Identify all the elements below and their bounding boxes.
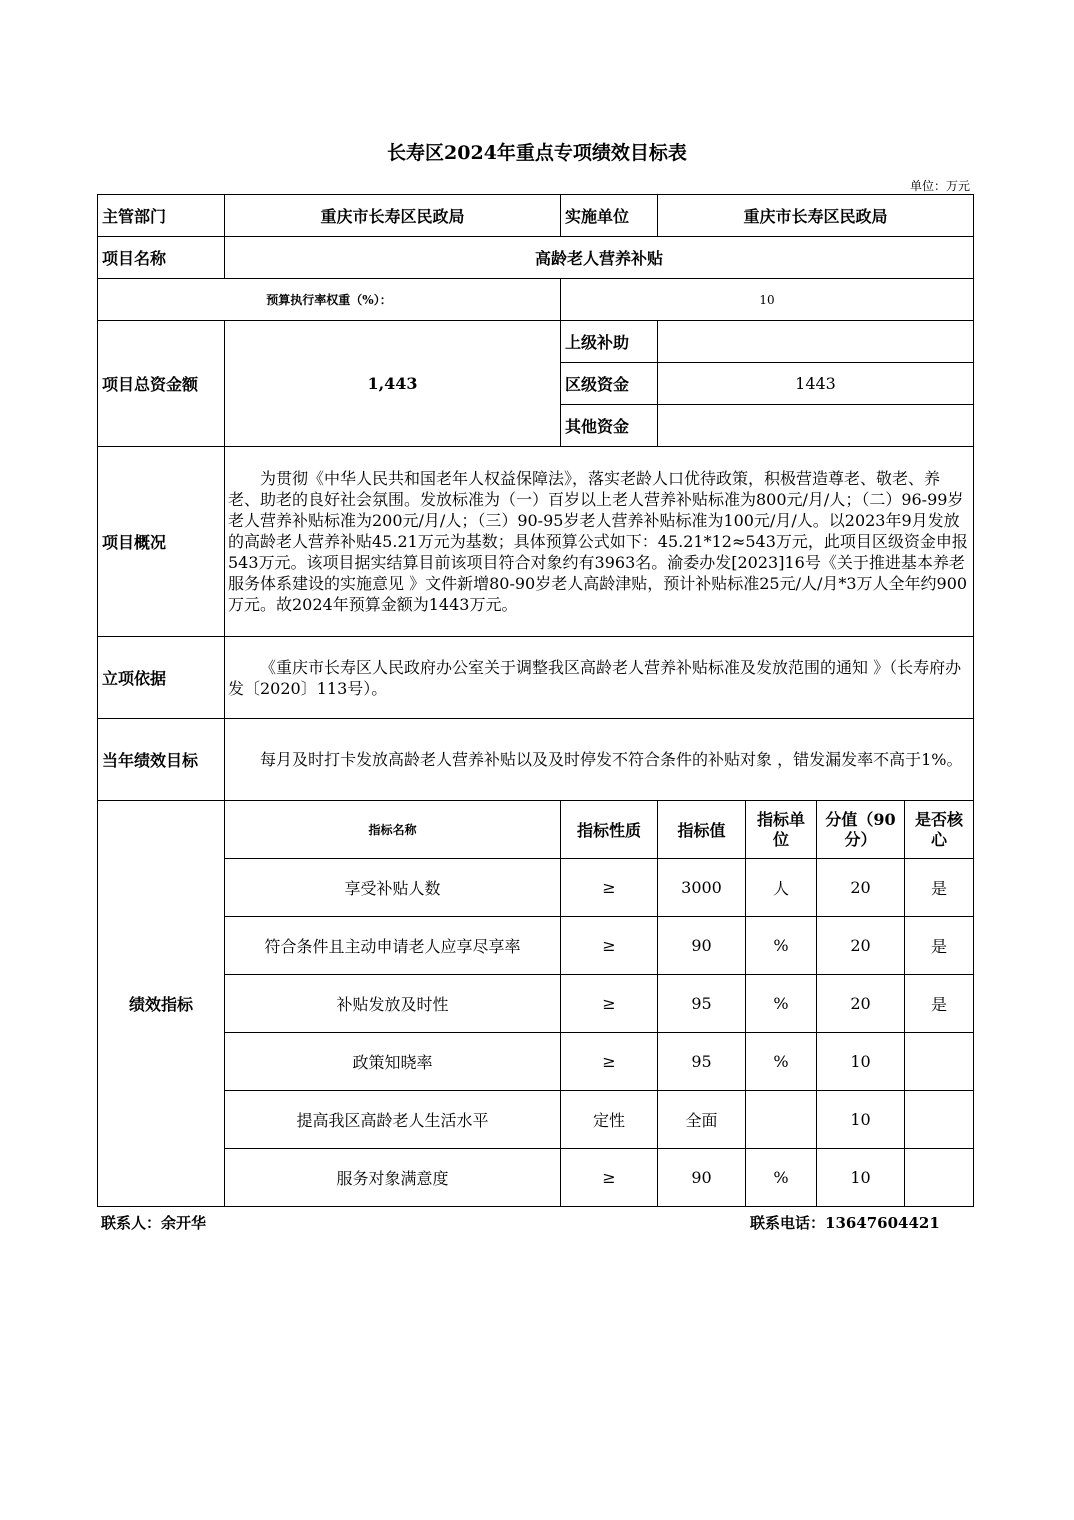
- indicator-name: 补贴发放及时性: [225, 975, 561, 1033]
- indicator-value: 90: [658, 1149, 746, 1207]
- project-name-label: 项目名称: [98, 237, 225, 279]
- basis-text: 《重庆市长寿区人民政府办公室关于调整我区高龄老人营养补贴标准及发放范围的通知 》（长寿府办发〔2020〕113号）。: [225, 637, 974, 719]
- indicator-unit: 人: [746, 859, 817, 917]
- indicator-core: 是: [905, 859, 974, 917]
- table-row: [98, 1033, 974, 1091]
- indicator-nature: ≥: [561, 917, 658, 975]
- indicator-score: 20: [817, 917, 905, 975]
- indicator-value: 全面: [658, 1091, 746, 1149]
- dept-value: 重庆市长寿区民政局: [225, 195, 561, 237]
- fund-value-other: [658, 405, 974, 447]
- indicator-score: 10: [817, 1091, 905, 1149]
- indicator-score: 20: [817, 975, 905, 1033]
- fund-value-superior: [658, 321, 974, 363]
- indicator-core: 是: [905, 917, 974, 975]
- dept-label: 主管部门: [98, 195, 225, 237]
- indicator-value: 90: [658, 917, 746, 975]
- fund-label-other: 其他资金: [561, 405, 658, 447]
- indicator-header-nature: 指标性质: [561, 801, 658, 859]
- total-funds-label: 项目总资金额: [98, 321, 225, 447]
- indicator-unit: [746, 1091, 817, 1149]
- indicator-name: 服务对象满意度: [225, 1149, 561, 1207]
- indicator-nature: ≥: [561, 1149, 658, 1207]
- indicator-value: 95: [658, 1033, 746, 1091]
- goal-label: 当年绩效目标: [98, 719, 225, 801]
- indicator-score: 20: [817, 859, 905, 917]
- indicator-nature: ≥: [561, 859, 658, 917]
- indicator-core: [905, 1149, 974, 1207]
- contact-person: 联系人：余开华: [101, 1214, 207, 1232]
- indicator-core: 是: [905, 975, 974, 1033]
- indicators-label: 绩效指标: [98, 801, 225, 1207]
- basis-label: 立项依据: [98, 637, 225, 719]
- indicator-nature: ≥: [561, 1033, 658, 1091]
- budget-weight-value: 10: [561, 279, 974, 321]
- indicator-value: 95: [658, 975, 746, 1033]
- indicator-unit: %: [746, 1033, 817, 1091]
- indicator-nature: ≥: [561, 975, 658, 1033]
- document-title: 长寿区2024年重点专项绩效目标表: [387, 142, 687, 164]
- indicator-unit: %: [746, 917, 817, 975]
- indicator-header-value: 指标值: [658, 801, 746, 859]
- indicator-name: 享受补贴人数: [225, 859, 561, 917]
- table-row: [98, 975, 974, 1033]
- indicator-name: 提高我区高龄老人生活水平: [225, 1091, 561, 1149]
- fund-value-district: 1443: [658, 363, 974, 405]
- indicator-core: [905, 1033, 974, 1091]
- total-funds-value: 1,443: [225, 321, 561, 447]
- goal-text: 每月及时打卡发放高龄老人营养补贴以及及时停发不符合条件的补贴对象 ，错发漏发率不高于1%。: [225, 719, 974, 801]
- table-row: [98, 917, 974, 975]
- indicator-header-unit: 指标单位: [746, 801, 817, 859]
- contact-phone: 联系电话：13647604421: [750, 1214, 940, 1232]
- impl-label: 实施单位: [561, 195, 658, 237]
- indicator-score: 10: [817, 1149, 905, 1207]
- indicator-nature: 定性: [561, 1091, 658, 1149]
- unit-label: 单位：万元: [909, 179, 970, 193]
- performance-target-table: [97, 194, 974, 1207]
- indicator-header-name: 指标名称: [225, 801, 561, 859]
- table-row: [98, 859, 974, 917]
- impl-value: 重庆市长寿区民政局: [658, 195, 974, 237]
- indicator-name: 政策知晓率: [225, 1033, 561, 1091]
- indicator-score: 10: [817, 1033, 905, 1091]
- fund-label-district: 区级资金: [561, 363, 658, 405]
- indicator-header-score: 分值（90分）: [817, 801, 905, 859]
- overview-label: 项目概况: [98, 447, 225, 637]
- table-row: [98, 1091, 974, 1149]
- indicator-value: 3000: [658, 859, 746, 917]
- project-name-value: 高龄老人营养补贴: [225, 237, 974, 279]
- indicator-core: [905, 1091, 974, 1149]
- fund-label-superior: 上级补助: [561, 321, 658, 363]
- budget-weight-label: 预算执行率权重（%）：: [98, 279, 561, 321]
- table-row: [98, 1149, 974, 1207]
- overview-text: 为贯彻《中华人民共和国老年人权益保障法》，落实老龄人口优待政策，积极营造尊老、敬老、养老、助老的良好社会氛围。发放标准为（一）百岁以上老人营养补贴标准为800元/月/人；（二）96-99岁老人营养补贴标准为200元/月/人；（三）90-95岁老人营养补贴标准为100元/月/人。以2023年9月发放的高龄老人营养补贴45.21万元为基数；具体预算公式如下：45.21*12≈543万元，此项目区级资金申报543万元。该项目据实结算目前该项目符合对象约有3963名。渝委办发[2023]16号《关于推进基本养老服务体系建设的实施意见 》文件新增80-90岁老人高龄津贴，预计补贴标准25元/人/月*3万人全年约900万元。故2024年预算金额为1443万元。: [225, 447, 974, 637]
- indicator-header-core: 是否核心: [905, 801, 974, 859]
- indicator-name: 符合条件且主动申请老人应享尽享率: [225, 917, 561, 975]
- indicator-unit: %: [746, 975, 817, 1033]
- indicator-unit: %: [746, 1149, 817, 1207]
